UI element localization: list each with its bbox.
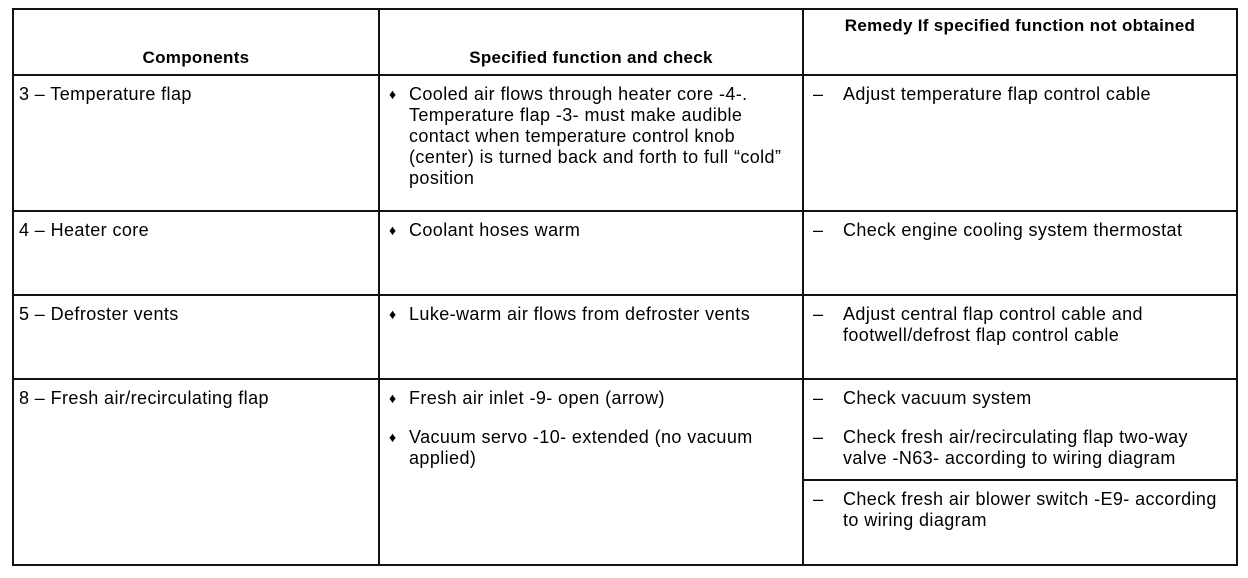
check-item: ♦ Luke-warm air flows from defroster vents — [385, 304, 796, 325]
diamond-bullet-icon: ♦ — [389, 86, 397, 102]
remedy-item: – Adjust central flap control cable and footwell/defrost flap control cable — [809, 304, 1230, 346]
dash-icon: – — [813, 304, 824, 324]
remedy-cell — [803, 379, 1237, 565]
table-row — [13, 295, 1237, 379]
component-cell — [13, 75, 379, 211]
diamond-bullet-icon: ♦ — [389, 390, 397, 406]
component-cell — [13, 379, 379, 565]
component-label: 5 – Defroster vents — [19, 304, 179, 324]
dash-icon: – — [813, 388, 824, 408]
check-item: ♦ Coolant hoses warm — [385, 220, 796, 241]
remedy-item: – Check vacuum system — [809, 388, 1230, 409]
header-row — [13, 9, 1237, 75]
table-row — [13, 75, 1237, 211]
check-item: ♦ Fresh air inlet -9- open (arrow) — [385, 388, 796, 409]
component-cell — [13, 295, 379, 379]
dash-icon: – — [813, 84, 824, 104]
component-label: 3 – Temperature flap — [19, 84, 192, 104]
remedy-cell — [803, 295, 1237, 379]
header-specified-function: Specified function and check — [379, 9, 803, 75]
diamond-bullet-icon: ♦ — [389, 306, 397, 322]
table-row — [13, 379, 1237, 565]
remedy-cell — [803, 75, 1237, 211]
check-item: ♦ Vacuum servo -10- extended (no vacuum applied) — [385, 427, 796, 469]
function-check-table — [12, 8, 1238, 566]
diamond-bullet-icon: ♦ — [389, 429, 397, 445]
check-cell — [379, 295, 803, 379]
diamond-bullet-icon: ♦ — [389, 222, 397, 238]
remedy-divider — [804, 479, 1236, 481]
remedy-item: – Check fresh air/recirculating flap two-way valve -N63- according to wiring diagram — [809, 427, 1230, 469]
spec-table-sheet — [12, 8, 1236, 569]
remedy-item: – Check engine cooling system thermostat — [809, 220, 1230, 241]
table-row — [13, 211, 1237, 295]
check-cell — [379, 75, 803, 211]
remedy-cell — [803, 211, 1237, 295]
component-label: 8 – Fresh air/recirculating flap — [19, 388, 269, 408]
remedy-item: – Check fresh air blower switch -E9- according to wiring diagram — [809, 489, 1230, 531]
remedy-item: – Adjust temperature flap control cable — [809, 84, 1230, 105]
check-cell — [379, 379, 803, 565]
check-item: ♦ Cooled air flows through heater core -4-. Temperature flap -3- must make audible contact when temperature control knob (center) is turned back and forth to full “cold” position — [385, 84, 796, 189]
header-components: Components — [13, 9, 379, 75]
dash-icon: – — [813, 220, 824, 240]
dash-icon: – — [813, 427, 824, 447]
component-label: 4 – Heater core — [19, 220, 150, 240]
component-cell — [13, 211, 379, 295]
check-cell — [379, 211, 803, 295]
header-remedy: Remedy If specified function not obtained — [803, 9, 1237, 75]
dash-icon: – — [813, 489, 824, 509]
